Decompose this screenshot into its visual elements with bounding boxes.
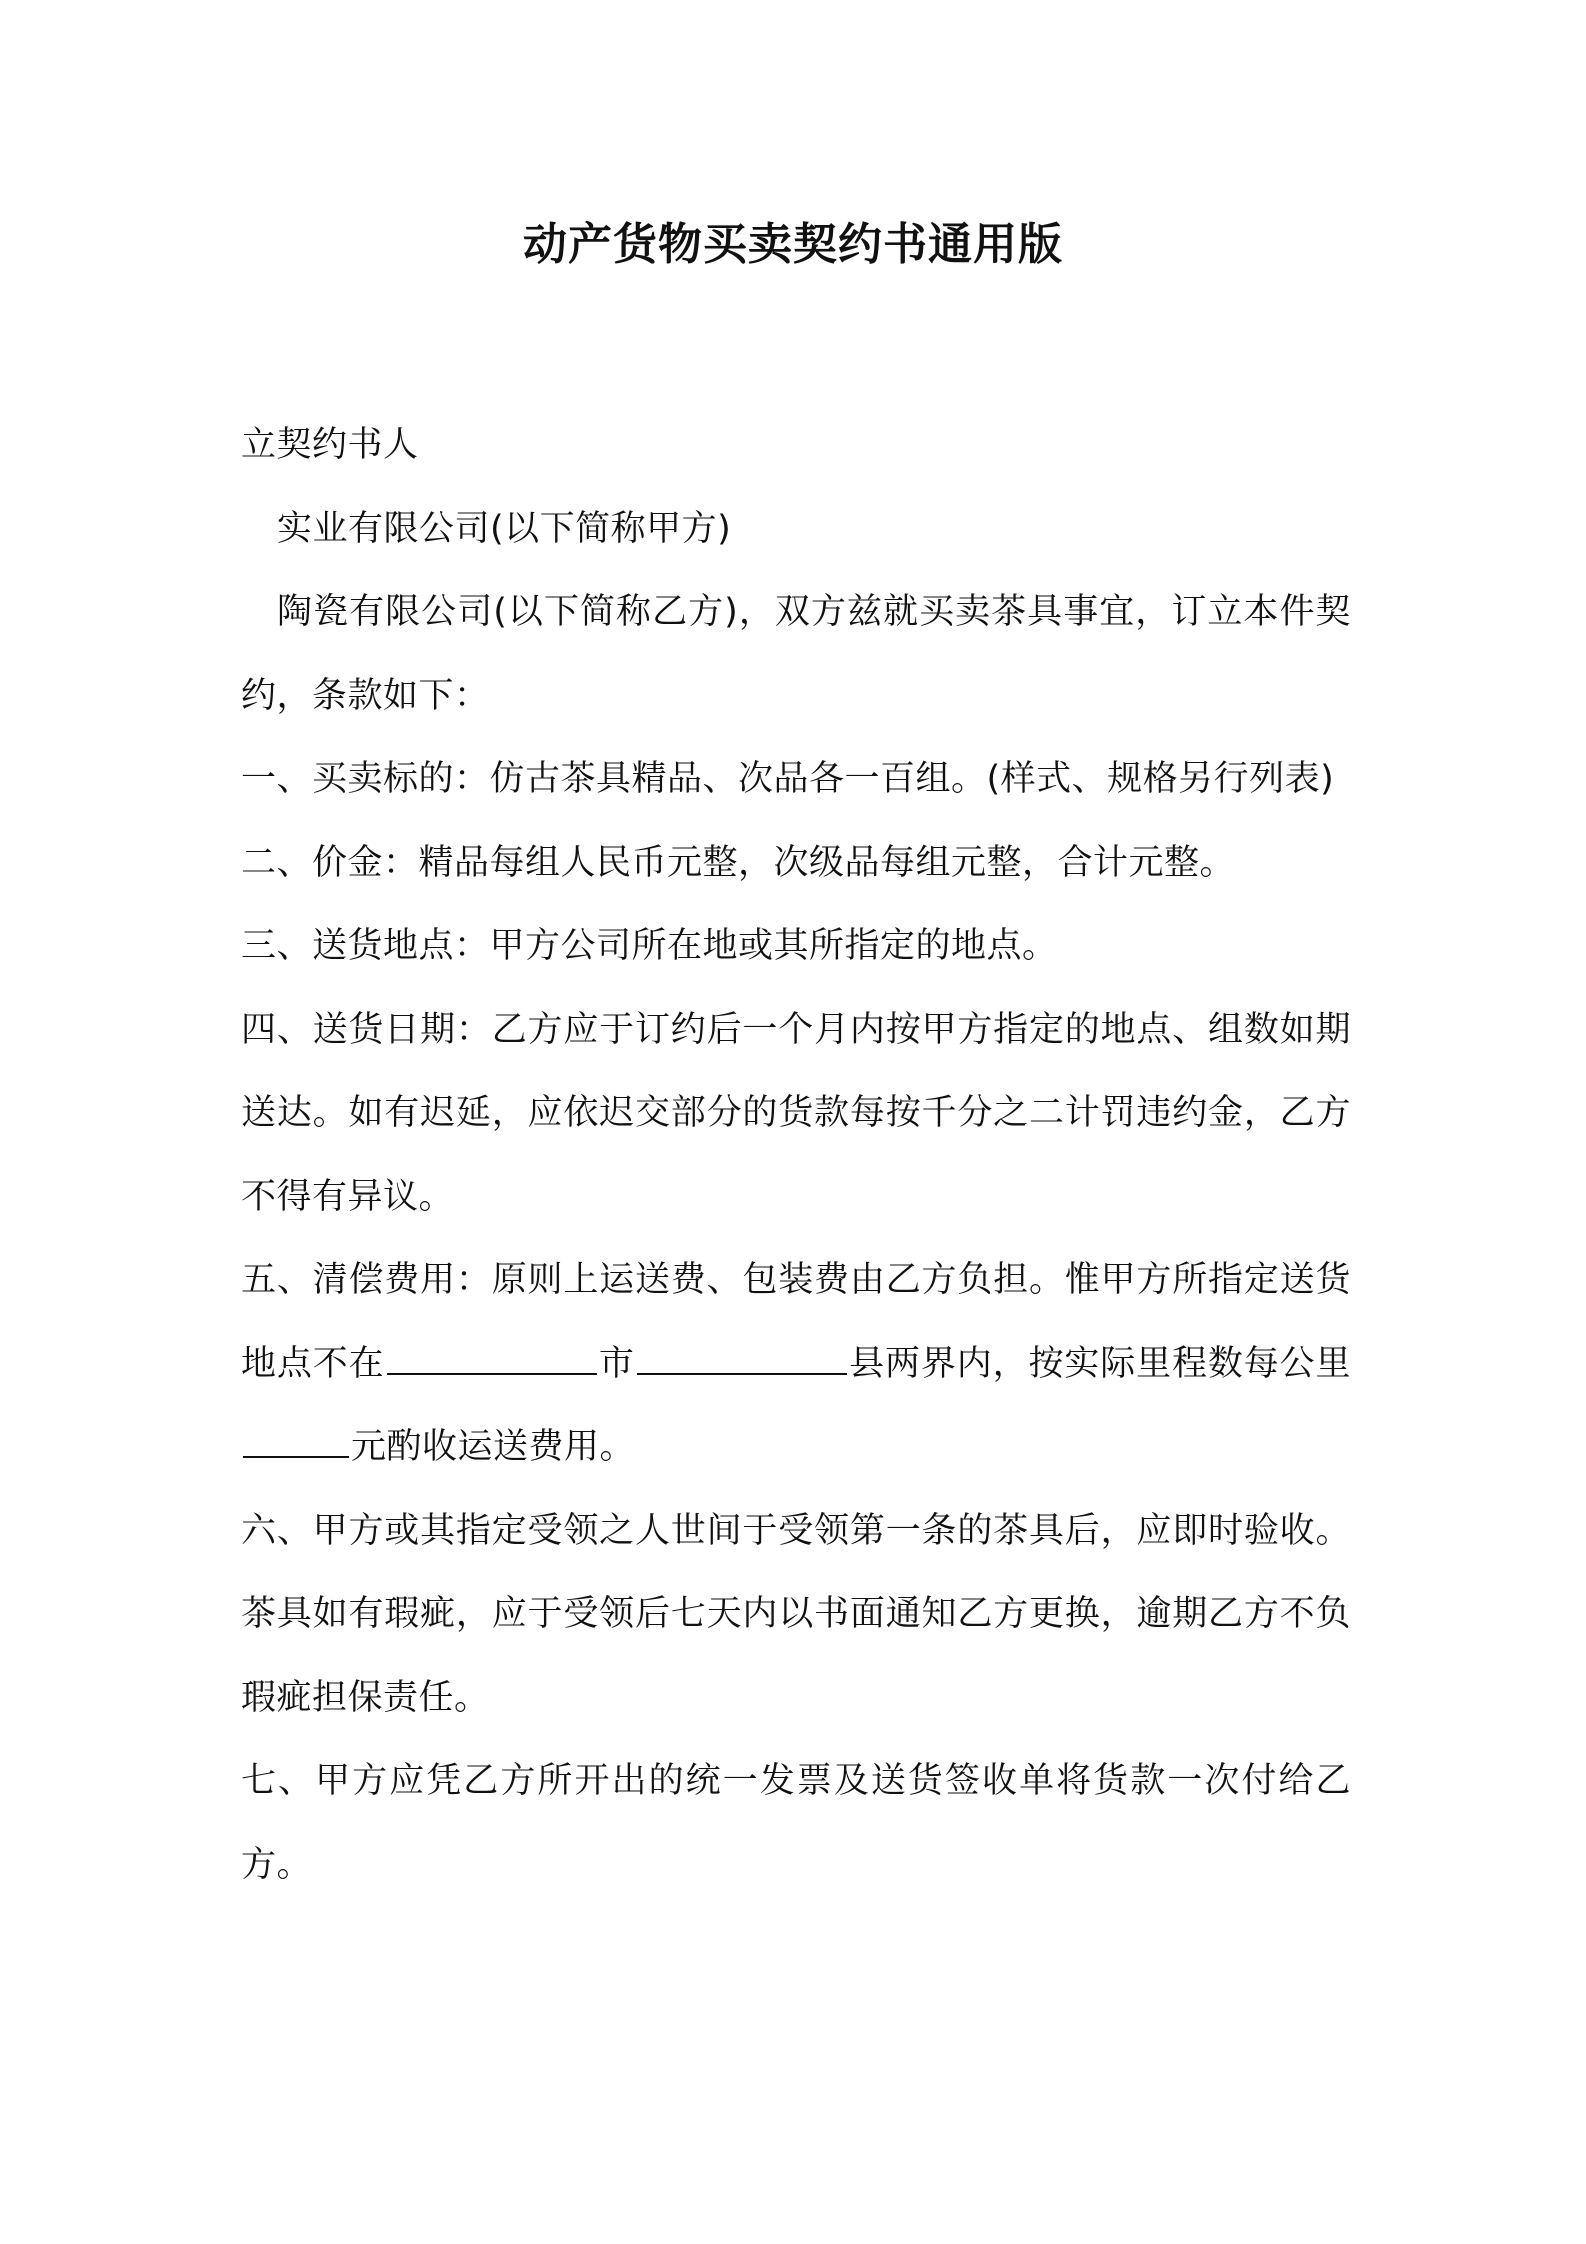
document-title: 动产货物买卖契约书通用版 (523, 219, 1063, 270)
clause-3-delivery-place: 三、送货地点：甲方公司所在地或其所指定的地点。 (241, 926, 1058, 966)
clause-5-text-d: 元酌收运送费用。 (351, 1427, 636, 1467)
fee-per-km-blank (243, 1428, 349, 1458)
city-blank (387, 1345, 597, 1375)
clause-7-payment: 七、甲方应凭乙方所开出的统一发票及送货签收单将货款一次付给乙方。 (241, 1761, 1351, 1885)
party-b-intro: 陶瓷有限公司(以下简称乙方)，双方兹就买卖茶具事宜，订立本件契约，条款如下： (241, 592, 1351, 716)
clause-6-inspection: 六、甲方或其指定受领之人世间于受领第一条的茶具后，应即时验收。茶具如有瑕疵，应于受领后七天内以书面通知乙方更换，逾期乙方不负瑕疵担保责任。 (241, 1510, 1351, 1718)
contracting-parties-heading: 立契约书人 (241, 425, 419, 465)
clause-5-text-a: 五、清偿费用：原则上运送费、包装费由乙方负担。惟甲方所指定送货地点不在 (241, 1260, 1351, 1384)
clause-5-text-c: 县两界内，按实际里程数每公里 (848, 1343, 1351, 1384)
clause-4-delivery-date: 四、送货日期：乙方应于订约后一个月内按甲方指定的地点、组数如期送达。如有迟延，应依迟交部分的货款每按千分之二计罚违约金，乙方不得有异议。 (241, 1009, 1351, 1217)
clause-1-subject-matter: 一、买卖标的：仿古茶具精品、次品各一百组。(样式、规格另行列表) (241, 759, 1335, 799)
contract-body (241, 404, 1351, 1907)
party-a-line: 实业有限公司(以下简称甲方) (277, 508, 732, 549)
clause-5-text-b: 市 (598, 1343, 635, 1384)
county-blank (637, 1345, 847, 1375)
clause-5-expenses (241, 1239, 1351, 1490)
clause-2-price: 二、价金：精品每组人民币元整，次级品每组元整，合计元整。 (241, 842, 1236, 883)
